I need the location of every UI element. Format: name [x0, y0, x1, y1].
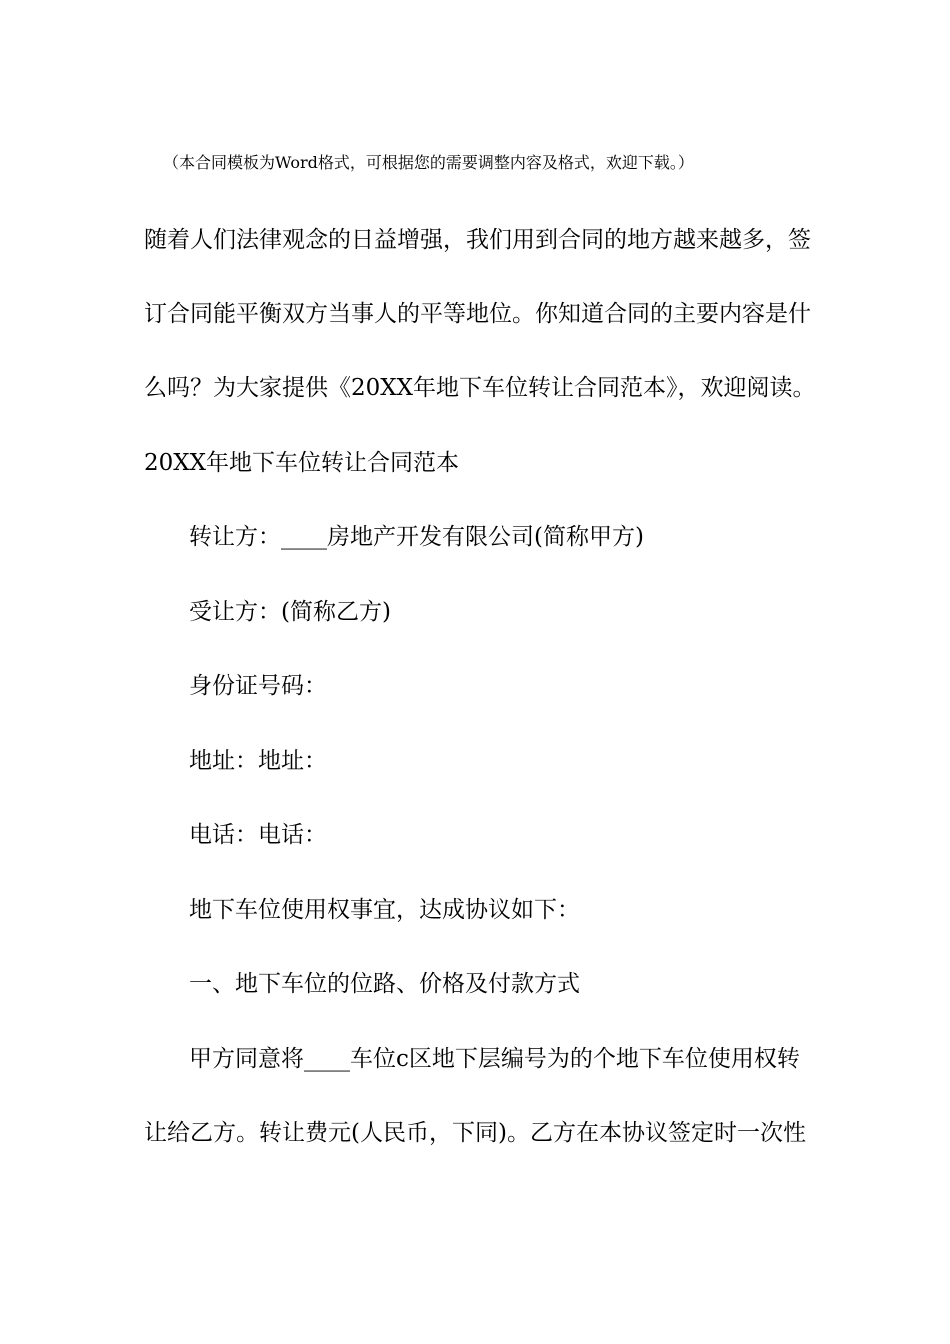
intro-line-1: 随着人们法律观念的日益增强，我们用到合同的地方越来越多，签: [144, 227, 811, 253]
intro-line-2: 订合同能平衡双方当事人的平等地位。你知道合同的主要内容是什: [144, 301, 811, 327]
agreement-intro-line: 地下车位使用权事宜，达成协议如下：: [189, 897, 580, 923]
intro-line-3: 么吗？为大家提供《20XX年地下车位转让合同范本》，欢迎阅读。: [144, 375, 816, 401]
phone-line: 电话：电话：: [189, 822, 327, 848]
transferor-line: 转让方：____房地产开发有限公司(简称甲方): [189, 524, 644, 550]
address-line: 地址：地址：: [189, 748, 327, 774]
section1-heading: 一、地下车位的位路、价格及付款方式: [189, 971, 580, 997]
id-number-line: 身份证号码：: [189, 673, 327, 699]
section1-line-1: 甲方同意将____车位c区地下层编号为的个地下车位使用权转: [189, 1046, 800, 1072]
document-title: 20XX年地下车位转让合同范本: [144, 450, 460, 476]
template-note: （本合同模板为Word格式，可根据您的需要调整内容及格式，欢迎下载。）: [163, 153, 694, 172]
section1-line-2: 让给乙方。转让费元(人民币，下同)。乙方在本协议签定时一次性: [144, 1120, 806, 1146]
transferee-line: 受让方：(简称乙方): [189, 599, 391, 625]
